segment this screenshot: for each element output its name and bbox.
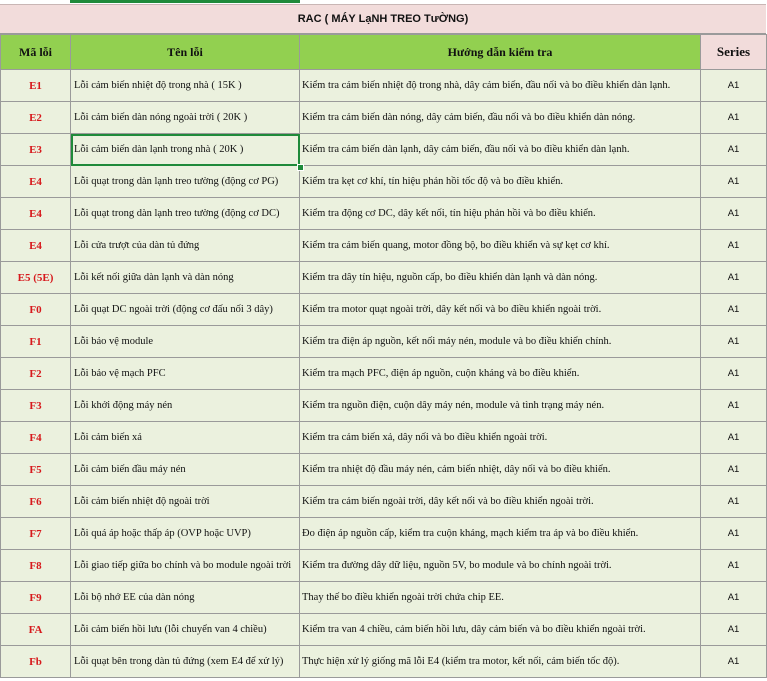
series-cell[interactable]: A1 — [701, 102, 767, 134]
check-guide-cell[interactable]: Kiểm tra cảm biến dàn lạnh, dây cảm biến, đầu nối và bo điều khiển dàn lạnh. — [300, 134, 701, 166]
series-cell[interactable]: A1 — [701, 262, 767, 294]
error-name-cell[interactable]: Lỗi cảm biến hồi lưu (lỗi chuyển van 4 chiều) — [71, 614, 300, 646]
table-row — [1, 358, 767, 390]
error-name-cell[interactable]: Lỗi bộ nhớ EE của dàn nóng — [71, 582, 300, 614]
series-cell[interactable]: A1 — [701, 198, 767, 230]
error-code-cell[interactable]: F8 — [1, 550, 71, 582]
series-cell[interactable]: A1 — [701, 294, 767, 326]
series-cell[interactable]: A1 — [701, 646, 767, 678]
error-code-table — [0, 34, 767, 678]
error-code-cell[interactable]: E1 — [1, 70, 71, 102]
header-code[interactable]: Mã lỗi — [1, 35, 71, 70]
error-name-cell[interactable]: Lỗi cảm biến đầu máy nén — [71, 454, 300, 486]
series-cell[interactable]: A1 — [701, 582, 767, 614]
error-code-cell[interactable]: E2 — [1, 102, 71, 134]
error-code-cell[interactable]: F2 — [1, 358, 71, 390]
error-code-cell[interactable]: F1 — [1, 326, 71, 358]
error-code-cell[interactable]: F3 — [1, 390, 71, 422]
header-guide[interactable]: Hướng dẫn kiểm tra — [300, 35, 701, 70]
table-row — [1, 294, 767, 326]
table-row — [1, 550, 767, 582]
error-name-cell[interactable]: Lỗi quạt bên trong dàn tủ đứng (xem E4 để xử lý) — [71, 646, 300, 678]
error-name-cell[interactable]: Lỗi cảm biến dàn nóng ngoài trời ( 20K ) — [71, 102, 300, 134]
error-name-cell[interactable]: Lỗi bảo vệ mạch PFC — [71, 358, 300, 390]
table-row — [1, 614, 767, 646]
table-row — [1, 198, 767, 230]
series-cell[interactable]: A1 — [701, 134, 767, 166]
error-code-cell[interactable]: E3 — [1, 134, 71, 166]
error-name-cell[interactable]: Lỗi cảm biến nhiệt độ trong nhà ( 15K ) — [71, 70, 300, 102]
series-cell[interactable]: A1 — [701, 518, 767, 550]
table-row — [1, 70, 767, 102]
table-row — [1, 422, 767, 454]
check-guide-cell[interactable]: Kiểm tra động cơ DC, dây kết nối, tín hiệu phản hồi và bo điều khiển. — [300, 198, 701, 230]
error-name-cell[interactable]: Lỗi kết nối giữa dàn lạnh và dàn nóng — [71, 262, 300, 294]
error-name-cell[interactable]: Lỗi cảm biến dàn lạnh trong nhà ( 20K ) — [71, 134, 300, 166]
error-code-cell[interactable]: F5 — [1, 454, 71, 486]
table-row — [1, 326, 767, 358]
table-row — [1, 134, 767, 166]
error-name-cell[interactable]: Lỗi cửa trượt của dàn tủ đứng — [71, 230, 300, 262]
check-guide-cell[interactable]: Kiểm tra dây tín hiệu, nguồn cấp, bo điều khiển dàn lạnh và dàn nóng. — [300, 262, 701, 294]
table-row — [1, 102, 767, 134]
error-code-cell[interactable]: E4 — [1, 230, 71, 262]
series-cell[interactable]: A1 — [701, 550, 767, 582]
check-guide-cell[interactable]: Kiểm tra điện áp nguồn, kết nối máy nén, module và bo điều khiển chính. — [300, 326, 701, 358]
check-guide-cell[interactable]: Kiểm tra nhiệt độ đầu máy nén, cảm biến nhiệt, dây nối và bo điều khiển. — [300, 454, 701, 486]
check-guide-cell[interactable]: Kiểm tra cảm biến xả, dây nối và bo điều khiển ngoài trời. — [300, 422, 701, 454]
series-cell[interactable]: A1 — [701, 422, 767, 454]
error-code-cell[interactable]: F9 — [1, 582, 71, 614]
error-code-cell[interactable]: E4 — [1, 166, 71, 198]
check-guide-cell[interactable]: Kiểm tra cảm biến nhiệt độ trong nhà, dây cảm biến, đầu nối và bo điều khiển dàn lạnh. — [300, 70, 701, 102]
table-row — [1, 454, 767, 486]
table-row — [1, 166, 767, 198]
table-row — [1, 486, 767, 518]
table-row — [1, 262, 767, 294]
error-name-cell[interactable]: Lỗi giao tiếp giữa bo chính và bo module ngoài trời — [71, 550, 300, 582]
table-row — [1, 230, 767, 262]
check-guide-cell[interactable]: Kiểm tra cảm biến ngoài trời, dây kết nối và bo điều khiển ngoài trời. — [300, 486, 701, 518]
check-guide-cell[interactable]: Kiểm tra van 4 chiều, cảm biến hồi lưu, dây cảm biến và bo điều khiển ngoài trời. — [300, 614, 701, 646]
error-name-cell[interactable]: Lỗi quá áp hoặc thấp áp (OVP hoặc UVP) — [71, 518, 300, 550]
check-guide-cell[interactable]: Thực hiện xử lý giống mã lỗi E4 (kiểm tra motor, kết nối, cảm biến tốc độ). — [300, 646, 701, 678]
check-guide-cell[interactable]: Kiểm tra kẹt cơ khí, tín hiệu phản hồi tốc độ và bo điều khiển. — [300, 166, 701, 198]
header-name[interactable]: Tên lỗi — [71, 35, 300, 70]
sheet-title[interactable]: RAC ( MÁY LạNH TREO TưỜNG) — [0, 4, 766, 34]
table-row — [1, 646, 767, 678]
series-cell[interactable]: A1 — [701, 454, 767, 486]
check-guide-cell[interactable]: Đo điện áp nguồn cấp, kiểm tra cuộn kháng, mạch kiểm tra áp và bo điều khiển. — [300, 518, 701, 550]
error-name-cell[interactable]: Lỗi khởi động máy nén — [71, 390, 300, 422]
check-guide-cell[interactable]: Kiểm tra motor quạt ngoài trời, dây kết nối và bo điều khiển ngoài trời. — [300, 294, 701, 326]
series-cell[interactable]: A1 — [701, 326, 767, 358]
series-cell[interactable]: A1 — [701, 166, 767, 198]
check-guide-cell[interactable]: Kiểm tra cảm biến dàn nóng, dây cảm biến, đầu nối và bo điều khiển dàn nóng. — [300, 102, 701, 134]
check-guide-cell[interactable]: Kiểm tra mạch PFC, điện áp nguồn, cuộn kháng và bo điều khiển. — [300, 358, 701, 390]
header-series[interactable]: Series — [701, 35, 767, 70]
error-code-cell[interactable]: Fb — [1, 646, 71, 678]
series-cell[interactable]: A1 — [701, 614, 767, 646]
table-row — [1, 518, 767, 550]
error-code-cell[interactable]: F4 — [1, 422, 71, 454]
table-row — [1, 390, 767, 422]
error-code-cell[interactable]: F0 — [1, 294, 71, 326]
error-code-cell[interactable]: E4 — [1, 198, 71, 230]
column-selection-indicator — [70, 0, 300, 3]
series-cell[interactable]: A1 — [701, 390, 767, 422]
error-name-cell[interactable]: Lỗi cảm biến xả — [71, 422, 300, 454]
check-guide-cell[interactable]: Kiểm tra nguồn điện, cuộn dây máy nén, module và tình trạng máy nén. — [300, 390, 701, 422]
header-row — [1, 35, 767, 70]
check-guide-cell[interactable]: Kiểm tra đường dây dữ liệu, nguồn 5V, bo module và bo chính ngoài trời. — [300, 550, 701, 582]
error-name-cell[interactable]: Lỗi cảm biến nhiệt độ ngoài trời — [71, 486, 300, 518]
table-row — [1, 582, 767, 614]
error-name-cell[interactable]: Lỗi quạt trong dàn lạnh treo tường (động cơ PG) — [71, 166, 300, 198]
series-cell[interactable]: A1 — [701, 230, 767, 262]
check-guide-cell[interactable]: Thay thế bo điều khiển ngoài trời chứa chip EE. — [300, 582, 701, 614]
fill-handle[interactable] — [297, 164, 304, 171]
error-name-cell[interactable]: Lỗi quạt trong dàn lạnh treo tường (động cơ DC) — [71, 198, 300, 230]
error-name-cell[interactable]: Lỗi quạt DC ngoài trời (động cơ đấu nối 3 dây) — [71, 294, 300, 326]
error-code-cell[interactable]: E5 (5E) — [1, 262, 71, 294]
error-code-cell[interactable]: F7 — [1, 518, 71, 550]
series-cell[interactable]: A1 — [701, 486, 767, 518]
check-guide-cell[interactable]: Kiểm tra cảm biến quang, motor đồng bộ, bo điều khiển và sự kẹt cơ khí. — [300, 230, 701, 262]
series-cell[interactable]: A1 — [701, 70, 767, 102]
error-code-cell[interactable]: F6 — [1, 486, 71, 518]
error-name-cell[interactable]: Lỗi bảo vệ module — [71, 326, 300, 358]
series-cell[interactable]: A1 — [701, 358, 767, 390]
error-code-cell[interactable]: FA — [1, 614, 71, 646]
